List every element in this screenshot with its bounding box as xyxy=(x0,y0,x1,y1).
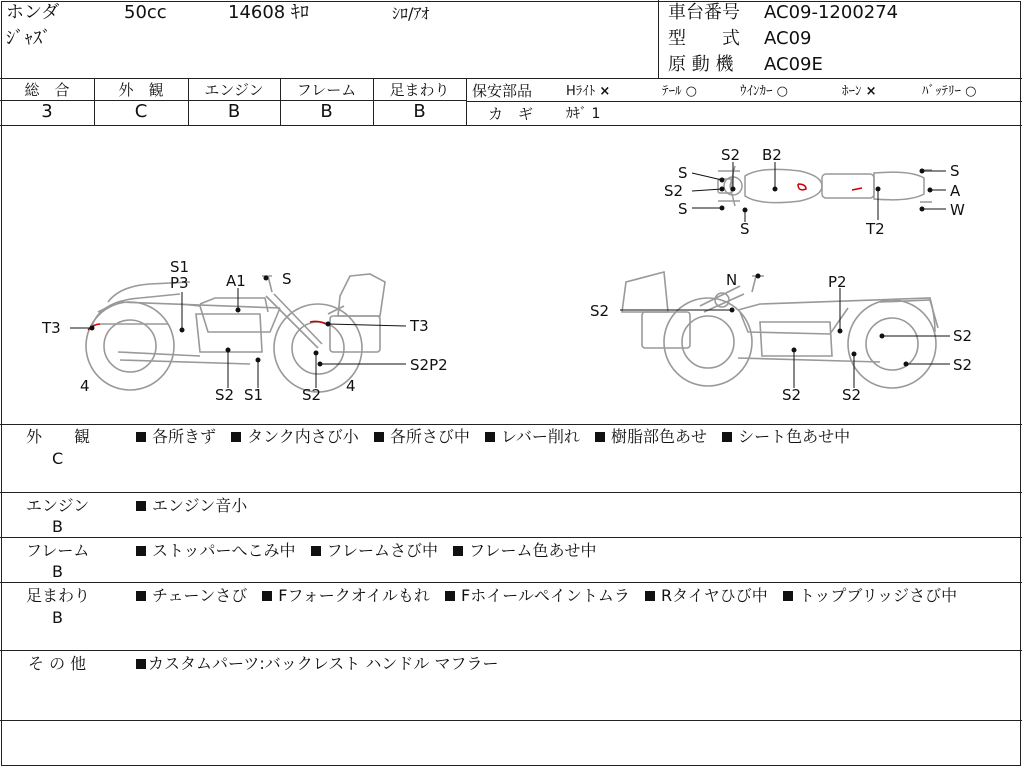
bike-right-view xyxy=(622,272,938,388)
mileage: 14608 ｷﾛ xyxy=(228,2,309,23)
remark-label: フレーム xyxy=(26,541,90,560)
safety-item-horn: ﾎｰﾝ × xyxy=(842,84,877,99)
remark-row-engine xyxy=(0,494,1022,536)
model-name: ｼﾞｬｽﾞ xyxy=(6,28,51,49)
remark-row-other xyxy=(0,652,1022,718)
displacement: 50cc xyxy=(124,2,167,23)
score-engine-label: エンジン xyxy=(204,81,264,99)
label-left-t3-rear: T3 xyxy=(42,319,61,337)
divider xyxy=(0,582,1022,583)
body-color: ｼﾛ/ｱｵ xyxy=(392,4,430,23)
label-left-t3-front: T3 xyxy=(410,317,429,335)
bike-top-view xyxy=(718,166,932,206)
divider xyxy=(466,101,1022,102)
remark-grade: B xyxy=(52,562,63,581)
label-top-w: W xyxy=(950,201,965,219)
remark-items: エンジン音小 xyxy=(136,497,257,515)
score-suspension-value: B xyxy=(413,101,426,122)
score-exterior-value: C xyxy=(134,101,148,122)
remark-label: 足まわり xyxy=(26,586,91,605)
bike-left-view xyxy=(86,274,385,392)
label-left-4-rear: 4 xyxy=(80,377,90,395)
score-engine-value: B xyxy=(227,101,241,122)
label-left-s1-bottom: S1 xyxy=(244,386,264,404)
label-left-s: S xyxy=(282,270,292,288)
label-top-s2: S2 xyxy=(721,146,741,164)
label-left-s2-front: S2 xyxy=(302,386,322,404)
label-left-s2-engine: S2 xyxy=(215,386,235,404)
safety-item-headlight: Hﾗｲﾄ × xyxy=(566,84,611,99)
damage-mark xyxy=(852,188,862,190)
score-suspension-label: 足まわり xyxy=(389,81,450,99)
diagram-labels xyxy=(41,146,972,404)
label-left-s2p2: S2P2 xyxy=(410,356,448,374)
damage-diagram xyxy=(0,126,1022,424)
label-top-t2: T2 xyxy=(866,220,885,238)
remark-items: カスタムパーツ:バックレスト ハンドル マフラー xyxy=(136,655,498,673)
damage-mark xyxy=(798,184,806,190)
score-frame-label: フレーム xyxy=(296,81,357,99)
safety-item-winker: ｳｲﾝｶｰ ○ xyxy=(740,84,788,99)
remark-items: 各所きず タンク内さび小 各所さび中 レバー削れ 樹脂部色あせ シート色あせ中 xyxy=(136,428,860,446)
safety-item-battery: ﾊﾞｯﾃﾘｰ ○ xyxy=(922,84,977,99)
score-overall-label: 総 合 xyxy=(24,81,70,99)
divider xyxy=(0,537,1022,538)
label-right-s2-lower: S2 xyxy=(953,356,973,374)
remark-grade: B xyxy=(52,608,63,627)
score-frame-value: B xyxy=(320,101,333,122)
label-right-s2-chain: S2 xyxy=(842,386,862,404)
label-right-p2: P2 xyxy=(828,273,847,291)
key-label: カ ギ xyxy=(488,105,534,123)
remark-row-frame xyxy=(0,539,1022,581)
maker: ホンダ xyxy=(6,2,60,23)
label-right-s2-bag: S2 xyxy=(590,302,610,320)
divider xyxy=(658,0,659,78)
type-label: 型 式 xyxy=(668,28,740,49)
label-top-s-front: S xyxy=(740,220,750,238)
frame-number-label: 車台番号 xyxy=(668,2,740,23)
label-left-s1-top: S1 xyxy=(170,258,190,276)
label-top-s-rear: S xyxy=(950,162,960,180)
remark-grade: B xyxy=(52,517,63,536)
label-left-4-front: 4 xyxy=(346,377,356,395)
divider xyxy=(0,424,1022,425)
damage-points xyxy=(90,169,933,367)
label-top-s-mirror: S xyxy=(678,164,688,182)
score-exterior-label: 外 観 xyxy=(118,81,164,99)
leader-lines xyxy=(70,162,950,388)
remark-row-suspension xyxy=(0,584,1022,648)
remark-row-exterior xyxy=(0,426,1022,492)
label-top-b2: B2 xyxy=(762,146,782,164)
label-left-a1: A1 xyxy=(226,272,246,290)
remark-items: チェーンさび Fフォークオイルもれ Fホイールペイントムラ Rタイヤひび中 トップブリッジさび中 xyxy=(136,587,957,605)
remark-label: エンジン xyxy=(26,496,90,515)
label-right-s2-upper: S2 xyxy=(953,327,973,345)
frame-number: AC09-1200274 xyxy=(764,2,899,23)
safety-item-tail: ﾃｰﾙ ○ xyxy=(662,84,697,99)
label-top-s-lever: S xyxy=(678,200,688,218)
label-right-s2-engine: S2 xyxy=(782,386,802,404)
label-top-a: A xyxy=(950,182,961,200)
engine-value: AC09E xyxy=(764,54,823,75)
remark-items: ストッパーへこみ中 フレームさび中 フレーム色あせ中 xyxy=(136,542,606,560)
divider xyxy=(0,720,1022,721)
type-value: AC09 xyxy=(764,28,812,49)
divider xyxy=(0,78,1022,79)
label-top-s2-left: S2 xyxy=(664,182,684,200)
safety-label: 保安部品 xyxy=(472,82,533,100)
remark-grade: C xyxy=(52,449,64,468)
divider xyxy=(0,650,1022,651)
key-value: ｶｷﾞ 1 xyxy=(566,106,601,122)
divider xyxy=(0,492,1022,493)
label-right-n: N xyxy=(726,271,738,289)
remark-label: 外 観 xyxy=(26,427,91,446)
score-overall-value: 3 xyxy=(41,101,53,122)
engine-label: 原 動 機 xyxy=(668,54,734,75)
label-left-p3: P3 xyxy=(170,274,189,292)
remark-label: そ の 他 xyxy=(28,654,87,673)
